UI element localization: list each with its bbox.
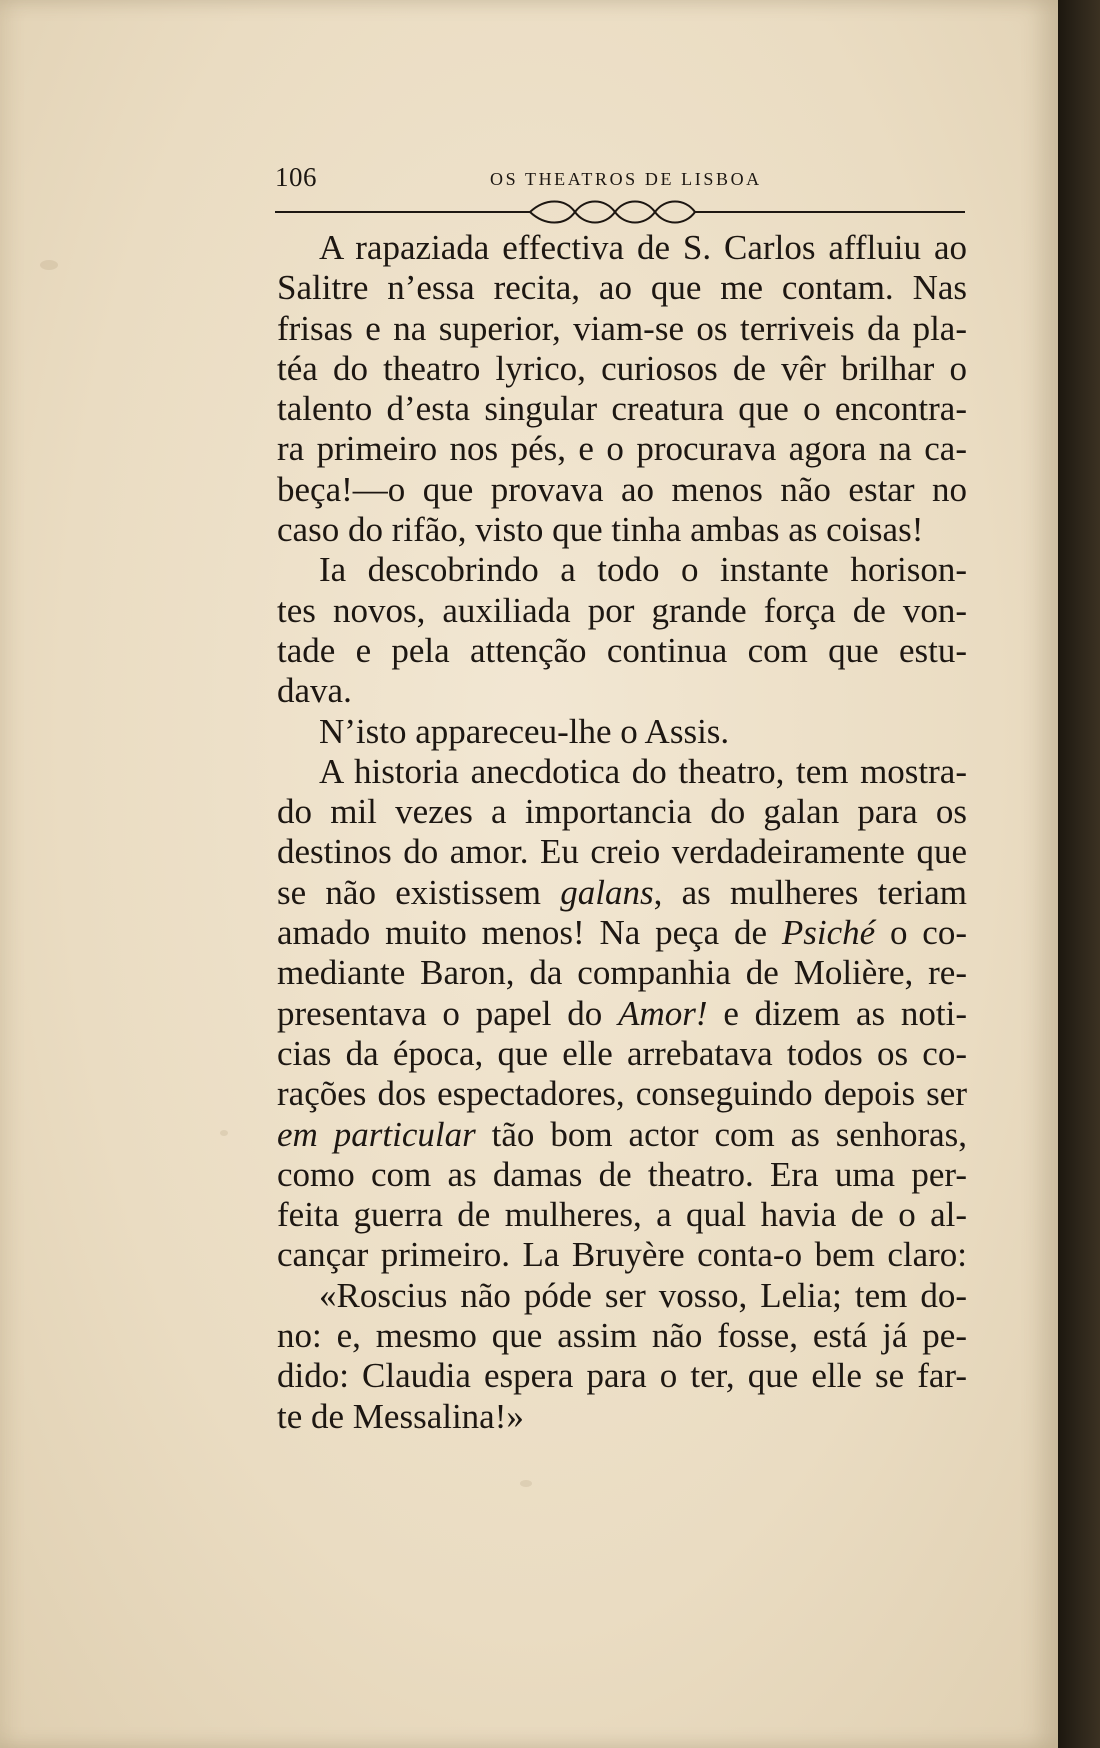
text-line: «Roscius não póde ser vosso, Lelia; tem do- — [319, 1275, 967, 1315]
body-text — [277, 228, 967, 1437]
italic-phrase: galans — [560, 872, 654, 912]
text-line — [277, 1115, 967, 1155]
text-line: talento d’esta singular creatura que o encontra- — [277, 389, 967, 429]
text-line — [277, 873, 967, 913]
text-line: feita guerra de mulheres, a qual havia de o al- — [277, 1195, 967, 1235]
text-line: cançar primeiro. La Bruyère conta-o bem claro: — [277, 1235, 967, 1275]
text-line: dido: Claudia espera para o ter, que elle se far- — [277, 1356, 967, 1396]
text-line: N’isto appareceu-lhe o Assis. — [319, 711, 730, 751]
text-run: se não existissem — [277, 872, 561, 912]
text-line: Ia descobrindo a todo o instante horison- — [319, 550, 967, 590]
text-line: no: e, mesmo que assim não fosse, está já pe- — [277, 1316, 967, 1356]
text-line: rações dos espectadores, conseguindo depois ser — [277, 1074, 967, 1114]
text-line: cias da época, que elle arrebatava todos os co- — [277, 1033, 967, 1073]
text-line: como com as damas de theatro. Era uma per- — [277, 1154, 967, 1194]
text-run: e dizem as noti- — [707, 993, 967, 1033]
text-line: tade e pela attenção continua com que estu- — [277, 630, 967, 670]
text-line: te de Messalina!» — [277, 1396, 524, 1436]
page-number: 106 — [275, 162, 317, 192]
text-line: A historia anecdotica do theatro, tem mostra- — [319, 751, 967, 791]
text-line: do mil vezes a importancia do galan para os — [277, 792, 967, 832]
text-line: mediante Baron, da companhia de Molière, re- — [277, 953, 967, 993]
paper-stain — [40, 260, 58, 270]
text-run: presentava o papel do — [277, 993, 619, 1033]
text-run: , as mulheres teriam — [653, 872, 967, 912]
text-line: destinos do amor. Eu creio verdadeiramente que — [277, 832, 967, 872]
text-line — [277, 994, 967, 1034]
text-line: tes novos, auxiliada por grande força de von- — [277, 590, 967, 630]
text-line: dava. — [277, 671, 352, 711]
page-header — [275, 162, 975, 196]
text-line: téa do theatro lyrico, curiosos de vêr brilhar o — [277, 348, 967, 388]
text-line: Salitre n’essa recita, ao que me contam. Nas — [277, 268, 967, 308]
italic-phrase: Psiché — [781, 913, 876, 953]
text-run: amado muito menos! Na peça de — [277, 913, 782, 953]
paper-stain — [520, 1480, 532, 1487]
next-page-edge — [1058, 0, 1100, 1748]
text-run: tão bom actor com as senhoras, — [475, 1114, 967, 1154]
text-line: A rapaziada effectiva de S. Carlos affluiu ao — [319, 228, 967, 267]
text-line: caso do rifão, visto que tinha ambas as coisas! — [277, 510, 924, 550]
text-run: o co- — [875, 913, 967, 953]
paper-stain — [220, 1130, 228, 1136]
text-line: ra primeiro nos pés, e o procurava agora na ca- — [277, 429, 967, 469]
text-line: beça!—o que provava ao menos não estar no — [277, 469, 967, 509]
italic-phrase: em particular — [277, 1114, 476, 1154]
text-line — [277, 913, 967, 953]
text-line: frisas e na superior, viam-se os terriveis da pla- — [277, 308, 967, 348]
italic-phrase: Amor! — [618, 993, 708, 1033]
running-title: OS THEATROS DE LISBOA — [490, 169, 762, 189]
interlaced-rule-ornament-icon — [275, 200, 965, 228]
